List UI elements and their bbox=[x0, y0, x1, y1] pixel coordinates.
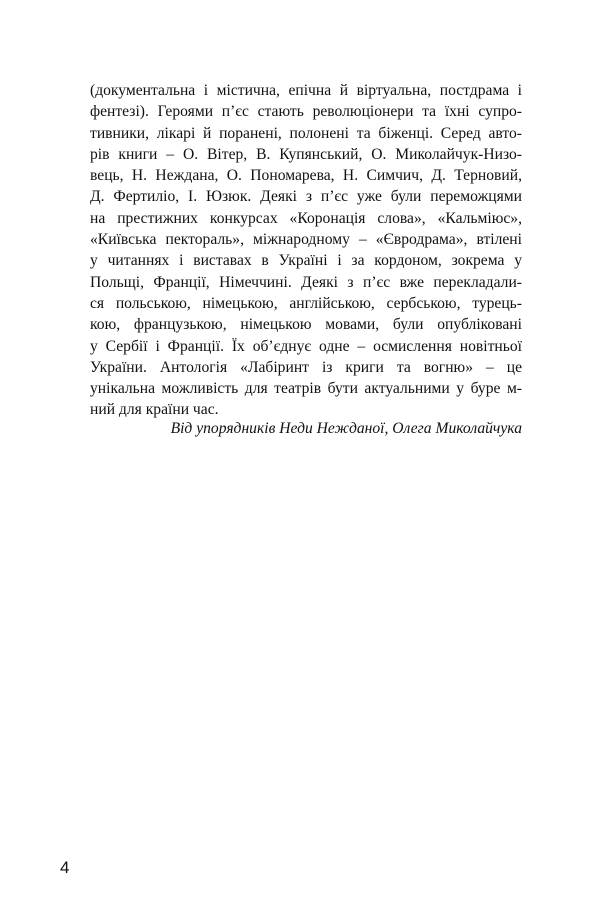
compilers-signature: Від упорядників Неди Нежданої, Олега Миколайчука bbox=[170, 420, 522, 437]
paragraph-line: на престижних конкурсах «Коронація слова», «Кальміюс», bbox=[90, 209, 522, 227]
paragraph-line: рів книги – О. Вітер, В. Купянський, О. Миколайчук-Низо- bbox=[90, 145, 522, 163]
paragraph-line: «Київська пектораль», міжнародному – «Євродрама», втілені bbox=[90, 231, 522, 249]
paragraph-line: України. Антологія «Лабіринт із криги та вогню» – це bbox=[90, 358, 522, 376]
paragraph-line: унікальна можливість для театрів бути актуальними у буре м- bbox=[90, 380, 522, 398]
page-number: 4 bbox=[60, 858, 70, 877]
paragraph-line: у читаннях і виставах в Україні і за кордоном, зокрема у bbox=[90, 252, 522, 270]
paragraph-line: (документальна і містична, епічна й віртуальна, постдрама і bbox=[90, 82, 522, 99]
paragraph-line: ний для країни час. bbox=[90, 401, 219, 419]
paragraph-line: у Сербії і Франції. Їх об’єднує одне – осмислення новітньої bbox=[90, 337, 522, 355]
paragraph-line: Д. Фертиліо, І. Юзюк. Деякі з п’єс уже були переможцями bbox=[90, 188, 522, 206]
paragraph-line: фентезі). Героями п’єс стають революціонери та їхні супро- bbox=[90, 103, 522, 121]
paragraph-line: кою, французькою, німецькою мовами, були опубліковані bbox=[90, 316, 522, 334]
paragraph-line: ся польською, німецькою, англійською, сербською, турець- bbox=[90, 294, 522, 312]
paragraph-line: Польщі, Франції, Німеччині. Деякі з п’єс вже перекладали- bbox=[90, 273, 522, 291]
paragraph-line: тивники, лікарі й поранені, полонені та біженці. Серед авто- bbox=[90, 124, 522, 142]
paragraph-line: вець, Н. Неждана, О. Пономарева, Н. Симчич, Д. Терновий, bbox=[90, 167, 522, 185]
body-paragraph bbox=[90, 80, 522, 421]
